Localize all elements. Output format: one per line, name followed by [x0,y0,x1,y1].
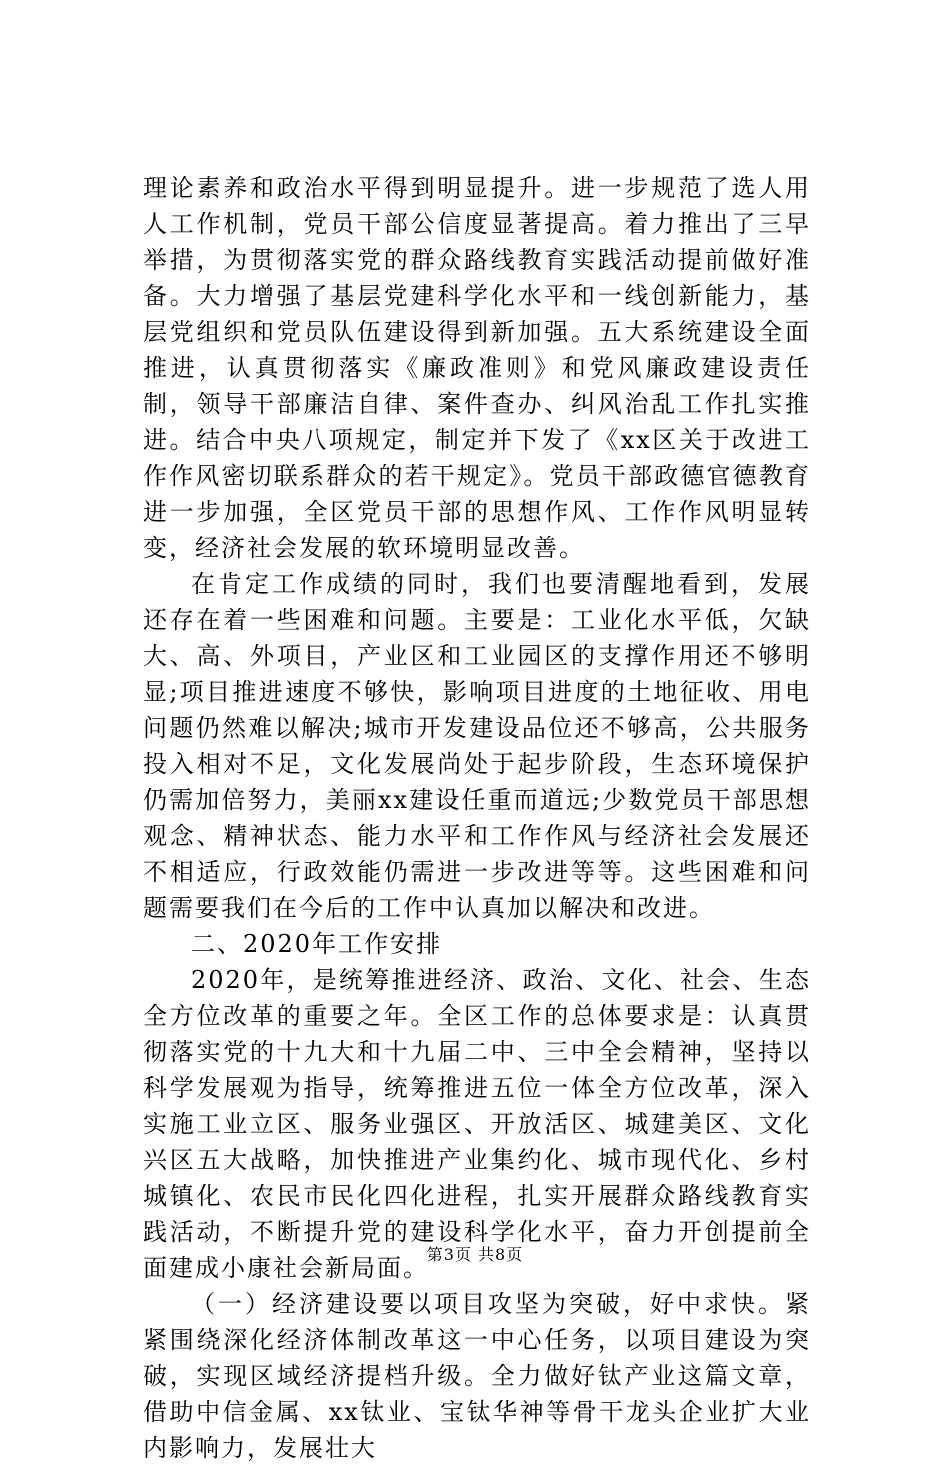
paragraph-economic-construction: （一）经济建设要以项目攻坚为突破，好中求快。紧紧围绕深化经济体制改革这一中心任务，以项目建设为突破，实现区域经济提档升级。全力做好钛产业这篇文章，借助中信金属、xx钛业、宝钛华神等骨干龙头企业扩大业内影响力，发展壮大 [143,1290,811,1462]
paragraph-problems: 在肯定工作成绩的同时，我们也要清醒地看到，发展还存在着一些困难和问题。主要是：工业化水平低，欠缺大、高、外项目，产业区和工业园区的支撑作用还不够明显;项目推进速度不够快，影响项目进度的土地征收、用电问题仍然难以解决;城市开发建设品位还不够高，公共服务投入相对不足，文化发展尚处于起步阶段，生态环境保护仍需加倍努力，美丽xx建设任重而道远;少数党员干部思想观念、精神状态、能力水平和工作作风与经济社会发展还不相适应，行政效能仍需进一步改进等等。这些困难和问题需要我们在今后的工作中认真加以解决和改进。 [143,570,811,922]
paragraph-achievements-continued: 理论素养和政治水平得到明显提升。进一步规范了选人用人工作机制，党员干部公信度显著提高。着力推出了三早举措，为贯彻落实党的群众路线教育实践活动提前做好准备。大力增强了基层党建科学化水平和一线创新能力，基层党组织和党员队伍建设得到新加强。五大系统建设全面推进，认真贯彻落实《廉政准则》和党风廉政建设责任制，领导干部廉洁自律、案件查办、纠风治乱工作扎实推进。结合中央八项规定，制定并下发了《xx区关于改进工作作风密切联系群众的若干规定》。党员干部政德官德教育进一步加强，全区党员干部的思想作风、工作作风明显转变，经济社会发展的软环境明显改善。 [143,174,811,562]
section-heading-2020-plan: 二、2020年工作安排 [191,930,443,958]
page-number-footer: 第3页 共8页 [426,1245,524,1264]
paragraph-2020-requirements: 2020年，是统筹推进经济、政治、文化、社会、生态全方位改革的重要之年。全区工作的总体要求是：认真贯彻落实党的十九大和十九届二中、三中全会精神，坚持以科学发展观为指导，统筹推进五位一体全方位改革，深入实施工业立区、服务业强区、开放活区、城建美区、文化兴区五大战略，加快推进产业集约化、城市现代化、乡村城镇化、农民市民化四化进程，扎实开展群众路线教育实践活动，不断提升党的建设科学化水平，奋力开创提前全面建成小康社会新局面。 [143,966,811,1282]
document-body [143,170,811,1466]
